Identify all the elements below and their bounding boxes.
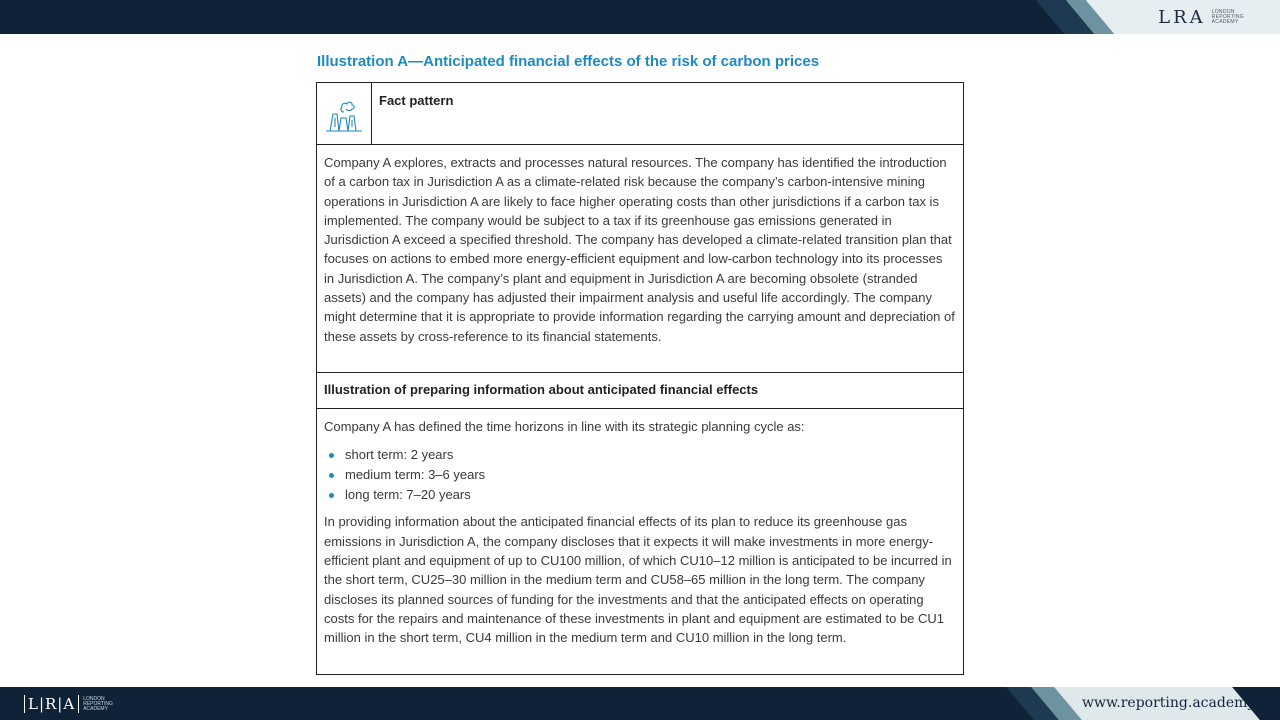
bottom-logo: [24, 695, 113, 713]
fact-pattern-header: [317, 83, 963, 145]
illustration-table: [316, 82, 964, 675]
illustration-body: [317, 409, 963, 647]
bottom-banner: [0, 687, 1280, 720]
fact-pattern-text: Company A explores, extracts and processes natural resources. The company has identified the introduction of a carbon tax in Jurisdiction A as a climate-related risk because the company’s carbon-intensive mining operations in Jurisdiction A are likely to face higher operating costs than other jurisdictions if a carbon tax is implemented. The company would be subject to a tax if its greenhouse gas emissions generated in Jurisdiction A exceed a specified threshold. The company has developed a climate-related transition plan that focuses on actions to embed more energy-efficient equipment and low-carbon technology into its processes in Jurisdiction A. The company’s plant and equipment in Jurisdiction A are becoming obsolete (stranded assets) and the company has adjusted their impairment analysis and useful life accordingly. The company might determine that it is appropriate to provide information regarding the carrying amount and depreciation of these assets by cross-reference to its financial statements.: [324, 155, 955, 344]
logo-subtitle: LONDON REPORTING ACADEMY: [1211, 9, 1244, 25]
logo-letters: L|R|A: [24, 695, 79, 713]
list-item: long term: 7–20 years: [345, 485, 956, 505]
fact-pattern-title: Fact pattern: [379, 93, 454, 108]
list-item: short term: 2 years: [345, 445, 956, 465]
logo-letters: LRA: [1158, 7, 1206, 28]
website-link[interactable]: www.reporting.academy: [1082, 695, 1256, 711]
illustration-title: Illustration of preparing information about anticipated financial effects: [317, 373, 963, 409]
illustration-intro: Company A has defined the time horizons in line with its strategic planning cycle as:: [324, 419, 805, 434]
list-item: medium term: 3–6 years: [345, 465, 956, 485]
icon-cell: [317, 83, 372, 144]
logo-subtitle: LONDON REPORTING ACADEMY: [83, 695, 113, 712]
top-banner: [0, 0, 1280, 34]
top-logo: [1158, 7, 1244, 28]
time-horizons-list: [324, 445, 956, 504]
fact-pattern-body: [317, 145, 963, 373]
factory-icon: [324, 94, 364, 134]
page-title: Illustration A—Anticipated financial effects of the risk of carbon prices: [317, 53, 820, 70]
illustration-text: In providing information about the anticipated financial effects of its plan to reduce its greenhouse gas emissions in Jurisdiction A, the company discloses that it expects it will make investments in more energy-efficient plant and equipment of up to CU100 million, of which CU10–12 million is anticipated to be incurred in the short term, CU25–30 million in the medium term and CU58–65 million in the long term. The company discloses its planned sources of funding for the investments and that the anticipated effects on operating costs for the repairs and maintenance of these investments in plant and equipment are estimated to be CU1 million in the short term, CU4 million in the medium term and CU10 million in the long term.: [324, 514, 952, 646]
